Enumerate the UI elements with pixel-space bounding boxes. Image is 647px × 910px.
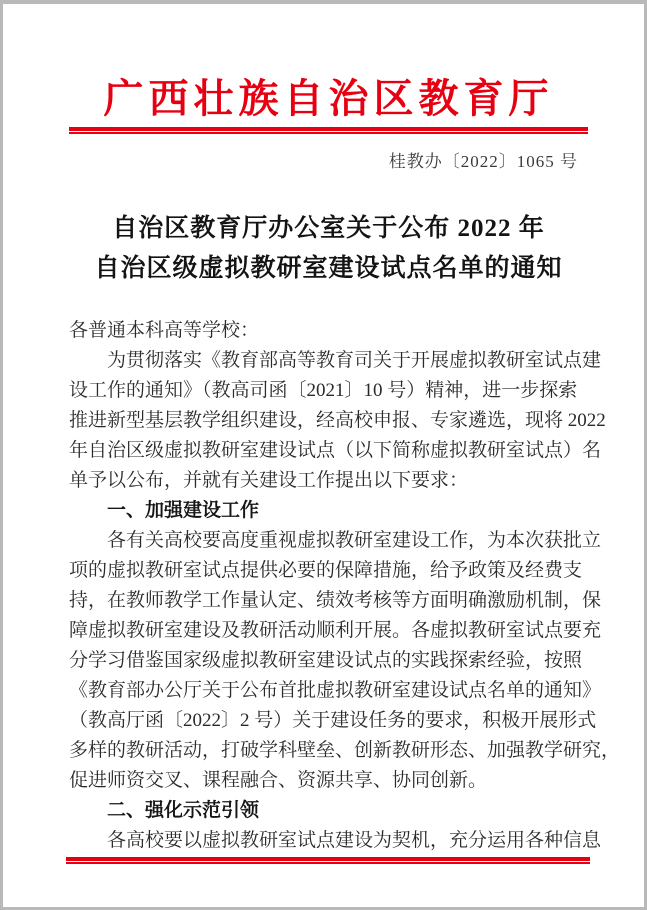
section-heading-1: 一、加强建设工作 [69, 500, 260, 521]
body-line: 单予以公布，并就有关建设工作提出以下要求： [69, 470, 469, 491]
body-line: （教高厅函〔2022〕2 号）关于建设任务的要求，积极开展形式 [69, 710, 597, 731]
body-line: 分学习借鉴国家级虚拟教研室建设试点的实践探索经验，按照 [69, 650, 583, 671]
body-line: 为贯彻落实《教育部高等教育司关于开展虚拟教研室试点建 [69, 350, 602, 371]
body-line: 设工作的通知》（教高司函〔2021〕10 号）精神，进一步探索 [69, 380, 578, 401]
document-number: 桂教办〔2022〕1065 号 [388, 152, 578, 171]
document-title-line1: 自治区教育厅办公室关于公布 2022 年 [112, 215, 545, 242]
letterhead-agency-name: 广西壮族自治区教育厅 [103, 76, 554, 121]
body-line: 持，在教师教学工作量认定、绩效考核等方面明确激励机制，保 [69, 590, 602, 611]
document-title [69, 209, 588, 289]
document-content [3, 76, 644, 910]
body-line: 各高校要以虚拟教研室试点建设为契机，充分运用各种信息 [69, 830, 602, 851]
letterhead-red-rule [69, 127, 588, 134]
body-line: 各有关高校要高度重视虚拟教研室建设工作，为本次获批立 [69, 530, 602, 551]
body-line: 项的虚拟教研室试点提供必要的保障措施，给予政策及经费支 [69, 560, 583, 581]
body-line: 推进新型基层教学组织建设，经高校申报、专家遴选，现将 2022 [69, 410, 606, 431]
body-line: 《教育部办公厅关于公布首批虚拟教研室建设试点名单的通知》 [69, 680, 602, 701]
section-heading-2: 二、强化示范引领 [69, 800, 260, 821]
body-line: 年自治区级虚拟教研室建设试点（以下简称虚拟教研室试点）名 [69, 440, 602, 461]
footer-red-rule [66, 857, 590, 864]
red-rule-thin-line [69, 132, 588, 134]
footer-rule-thin-line [66, 862, 590, 864]
body-line-salutation: 各普通本科高等学校： [69, 320, 260, 341]
document-title-line2: 自治区级虚拟教研室建设试点名单的通知 [94, 255, 563, 282]
document-body [69, 316, 621, 856]
body-line: 多样的教研活动，打破学科壁垒、创新教研形态、加强教学研究， [69, 740, 621, 761]
body-line: 障虚拟教研室建设及教研活动顺利开展。各虚拟教研室试点要充 [69, 620, 602, 641]
body-line: 促进师资交叉、课程融合、资源共享、协同创新。 [69, 770, 488, 791]
